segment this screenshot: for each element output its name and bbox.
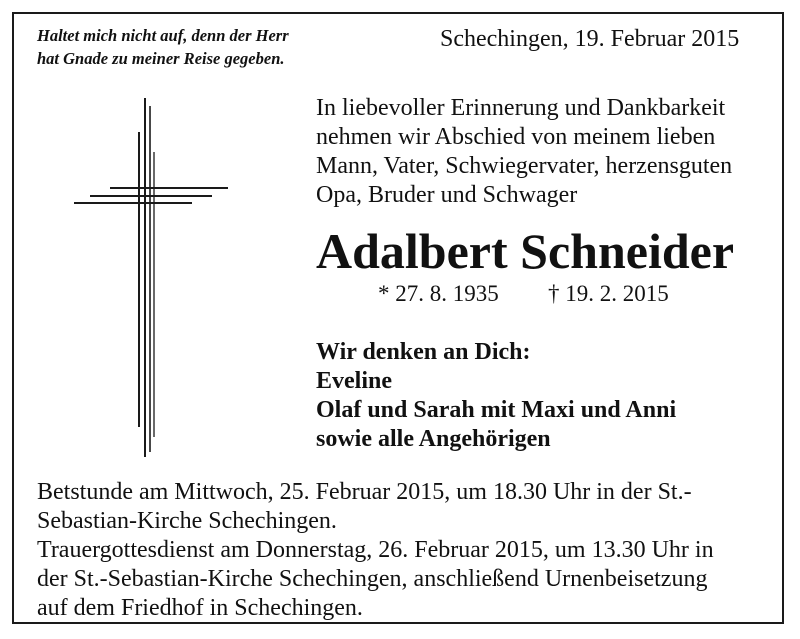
birth-date: * 27. 8. 1935 (378, 281, 499, 306)
remembrance-line: Mann, Vater, Schwiegervater, herzensguten (316, 153, 733, 179)
bible-verse (37, 24, 377, 70)
service-line: der St.-Sebastian-Kirche Schechingen, anschließend Urnenbeisetzung (37, 566, 708, 592)
mourners-line: Eveline (316, 368, 392, 394)
cross-icon (70, 92, 240, 457)
place-date: Schechingen, 19. Februar 2015 (440, 26, 740, 52)
service-line: auf dem Friedhof in Schechingen. (37, 595, 363, 621)
mourners-line: sowie alle Angehörigen (316, 426, 551, 452)
mourners-line: Wir denken an Dich: (316, 339, 531, 365)
mourners-list (316, 338, 786, 454)
service-details (37, 478, 772, 623)
bible-verse-line-1: Haltet mich nicht auf, denn der Herr (37, 26, 289, 45)
deceased-name: Adalbert Schneider (316, 223, 735, 279)
mourners-line: Olaf und Sarah mit Maxi und Anni (316, 397, 677, 423)
remembrance-text (316, 94, 786, 210)
death-date: † 19. 2. 2015 (548, 281, 669, 306)
bible-verse-line-2: hat Gnade zu meiner Reise gegeben. (37, 49, 285, 68)
service-line: Trauergottesdienst am Donnerstag, 26. Februar 2015, um 13.30 Uhr in (37, 537, 714, 563)
remembrance-line: nehmen wir Abschied von meinem lieben (316, 124, 716, 150)
remembrance-line: In liebevoller Erinnerung und Dankbarkeit (316, 95, 726, 121)
service-line: Sebastian-Kirche Schechingen. (37, 508, 337, 534)
remembrance-line: Opa, Bruder und Schwager (316, 182, 578, 208)
service-line: Betstunde am Mittwoch, 25. Februar 2015, um 18.30 Uhr in der St.- (37, 479, 692, 505)
